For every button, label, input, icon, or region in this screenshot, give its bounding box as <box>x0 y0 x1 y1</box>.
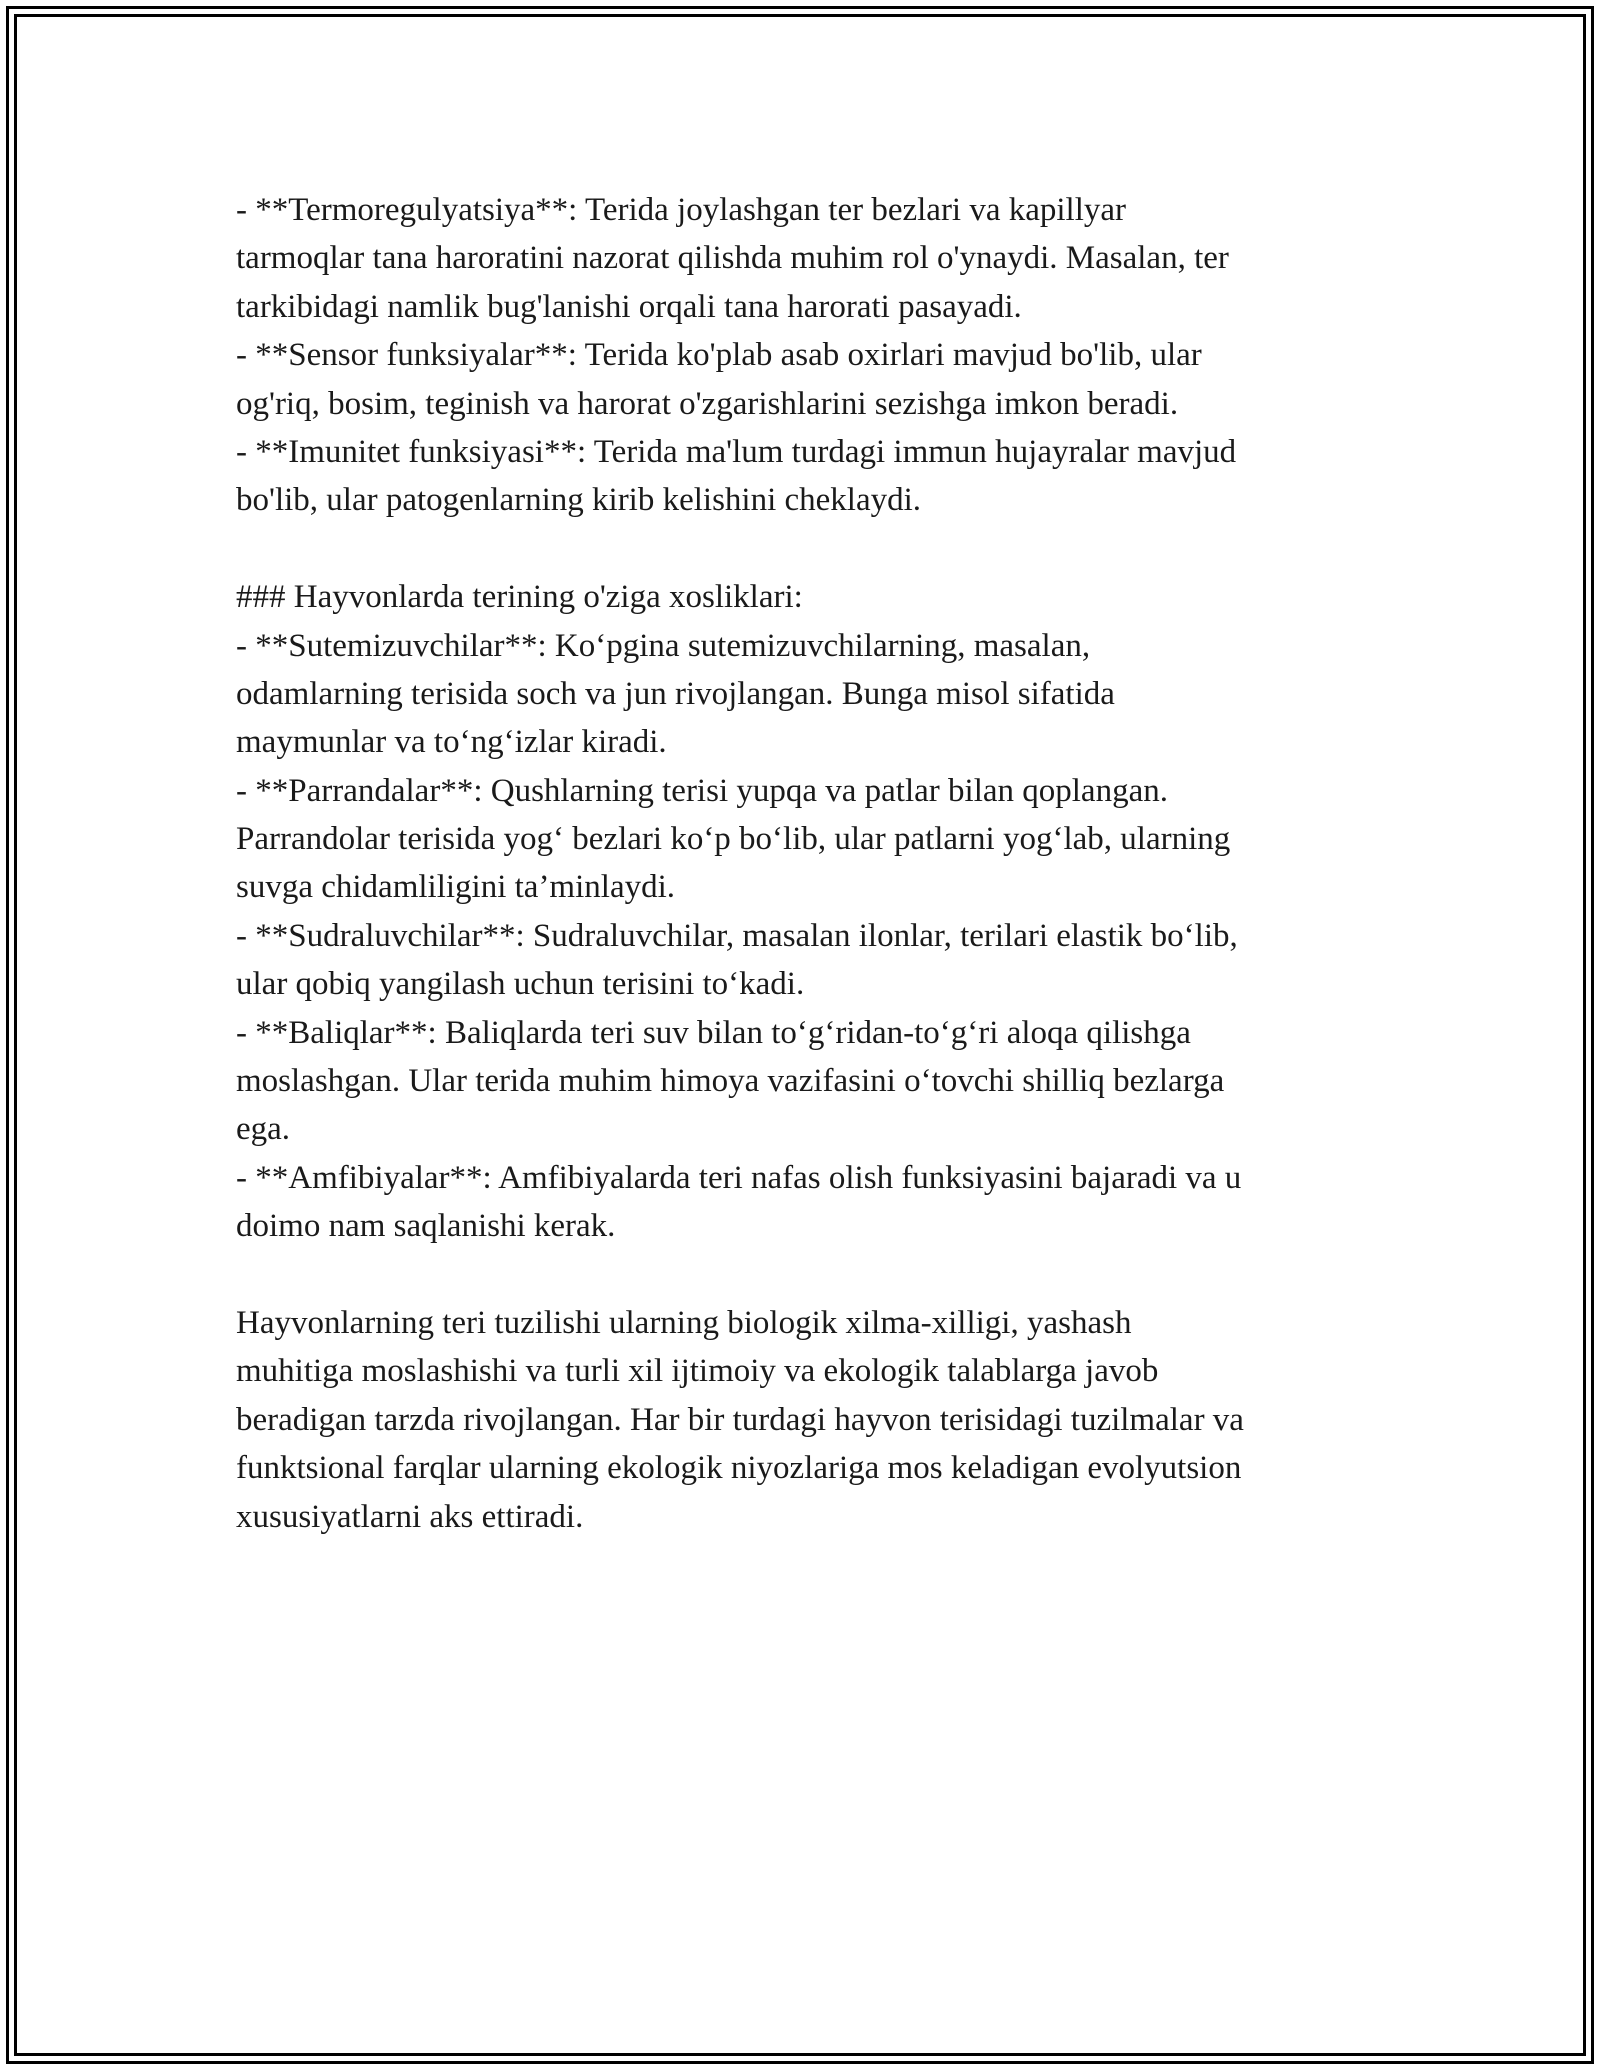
text-line: Hayvonlarning teri tuzilishi ularning biologik xilma-xilligi, yashash <box>236 1304 1132 1341</box>
text-line: - **Sensor funksiyalar**: Terida ko'plab asab oxirlari mavjud bo'lib, ular <box>236 337 1202 374</box>
text-line: xususiyatlarni aks ettiradi. <box>236 1498 584 1535</box>
blank-line <box>236 1251 1366 1299</box>
text-line: beradigan tarzda rivojlangan. Har bir turdagi hayvon terisidagi tuzilmalar va <box>236 1401 1244 1438</box>
text-line: - **Amfibiyalar**: Amfibiyalarda teri nafas olish funksiyasini bajaradi va u <box>236 1159 1242 1196</box>
text-line: Parrandolar terisida yog‘ bezlari ko‘p bo‘lib, ular patlarni yog‘lab, ularning <box>236 821 1231 858</box>
text-line: ega. <box>236 1111 291 1148</box>
section-heading: ### Hayvonlarda terining o'ziga xosliklari: <box>236 579 803 616</box>
blank-line <box>236 525 1366 573</box>
text-line: tarmoqlar tana haroratini nazorat qilishda muhim rol o'ynaydi. Masalan, ter <box>236 240 1229 277</box>
text-line: - **Sudraluvchilar**: Sudraluvchilar, masalan ilonlar, terilari elastik bo‘lib, <box>236 917 1238 954</box>
text-line: muhitiga moslashishi va turli xil ijtimoiy va ekologik talablarga javob <box>236 1353 1159 1390</box>
text-line: bo'lib, ular patogenlarning kirib kelishini cheklaydi. <box>236 482 922 519</box>
text-line: - **Termoregulyatsiya**: Terida joylashgan ter bezlari va kapillyar <box>236 192 1127 228</box>
text-line: maymunlar va to‘ng‘izlar kiradi. <box>236 724 667 761</box>
text-line: tarkibidagi namlik bug'lanishi orqali tana harorati pasayadi. <box>236 288 1022 325</box>
text-line: - **Parrandalar**: Qushlarning terisi yupqa va patlar bilan qoplangan. <box>236 772 1168 809</box>
text-line: - **Imunitet funksiyasi**: Terida ma'lum turdagi immun hujayralar mavjud <box>236 433 1237 470</box>
text-line: suvga chidamliligini ta’minlaydi. <box>236 869 676 906</box>
text-line: doimo nam saqlanishi kerak. <box>236 1208 616 1245</box>
text-line: - **Baliqlar**: Baliqlarda teri suv bilan to‘g‘ridan-to‘g‘ri aloqa qilishga <box>236 1014 1191 1051</box>
text-line: og'riq, bosim, teginish va harorat o'zgarishlarini sezishga imkon beradi. <box>236 385 1179 422</box>
text-line: moslashgan. Ular terida muhim himoya vazifasini o‘tovchi shilliq bezlarga <box>236 1063 1225 1100</box>
text-line: funktsional farqlar ularning ekologik niyozlariga mos keladigan evolyutsion <box>236 1450 1242 1487</box>
document-body <box>236 186 1366 1541</box>
text-line: odamlarning terisida soch va jun rivojlangan. Bunga misol sifatida <box>236 675 1115 712</box>
text-line: - **Sutemizuvchilar**: Ko‘pgina sutemizuvchilarning, masalan, <box>236 627 1091 664</box>
text-line: ular qobiq yangilash uchun terisini to‘kadi. <box>236 966 805 1003</box>
